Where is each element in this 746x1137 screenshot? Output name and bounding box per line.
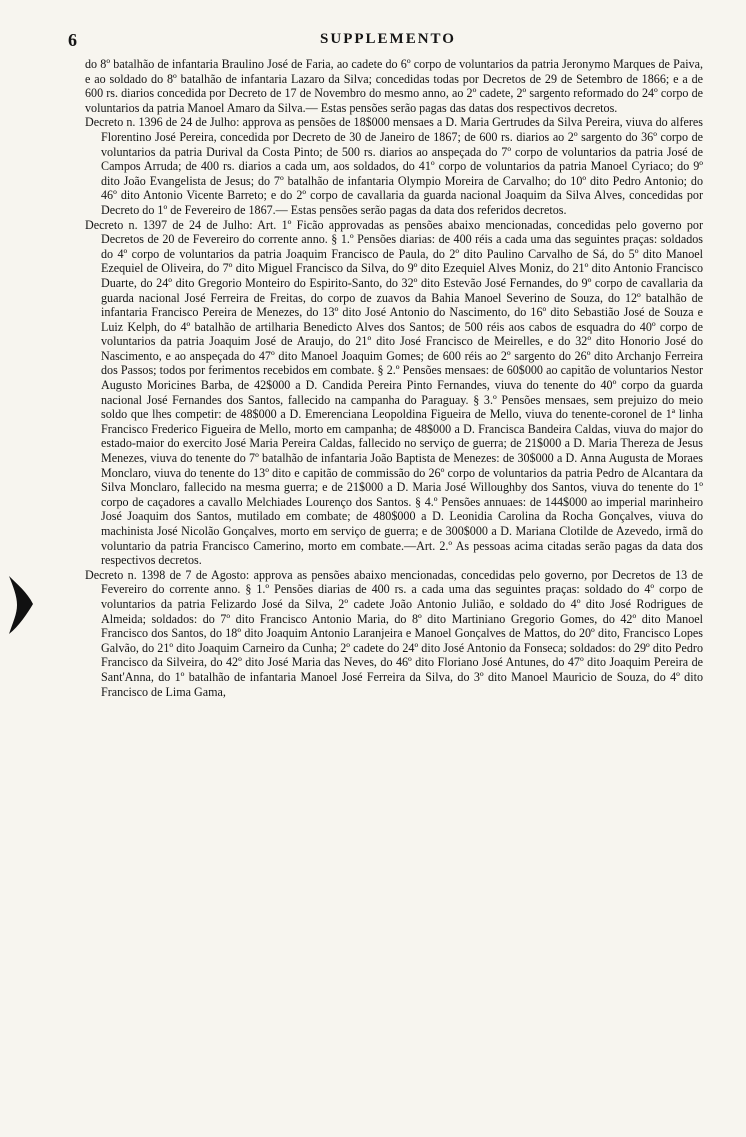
page-title: SUPPLEMENTO [320,31,456,47]
page-header [68,30,708,52]
page-number: 6 [68,30,77,50]
paragraph-decreto-1397: Decreto n. 1397 de 24 de Julho: Art. 1º Ficão approvadas as pensões abaixo mencionadas, concedidas pelo governo por Decretos de 20 de Fevereiro do corrente anno. § 1.º Pensões diarias: de 400 réis a cada uma das seguintes praças: soldados do 4º corpo de voluntarios da patria Joaquim Francisco de Paula, do 2º dito Paulino Carvalho de Sá, do 5º dito Manoel Ezequiel de Oliveira, do 7º dito Miguel Francisco da Silva, do 9º dito Ezequiel Alves Moniz, do 21º dito Antonio Francisco Duarte, do 24º dito Gregorio Monteiro do Espirito-Santo, do 32º dito Estevão José Fernandes, do 9º corpo de cavallaria da guarda nacional José Ferreira de Freitas, do corpo de zuavos da Bahia Manoel Severino de Souza, do 12º batalhão de infantaria Francisco Pereira de Menezes, do 13º dito José Antonio do Nascimento, do 16º dito Sebastião José de Souza e Luiz Kelph, do 4º batalhão de artilharia Benedicto Alves dos Santos; de 500 réis aos cabos de esquadra do 40º corpo de voluntarios da patria Joaquim José de Araujo, do 21º dito José Francisco de Meirelles, e do 32º dito Honorio José do Nascimento, e ao anspeçada do 47º dito Manoel Joaquim Gomes; de 600 réis ao 2º sargento do 26º dito Archanjo Ferreira dos Passos; todos por ferimentos recebidos em combate. § 2.º Pensões mensaes: de 60$000 ao capitão de voluntarios Nestor Augusto Moricines Barba, de 42$000 a D. Candida Pereira Pinto Fernandes, viuva do tenente do 40º corpo da guarda nacional José Fernandes dos Santos, fallecido na campanha do Paraguay. § 3.º Pensões mensaes, sem prejuizo do meio soldo que lhes competir: de 48$000 a D. Emerenciana Leopoldina Figueira de Mello, viuva do tenente-coronel de 1ª linha Francisco Frederico Figueira de Mello, morto em campanha; de 48$000 a D. Francisca Bandeira Caldas, viuva do major do estado-maior do exercito José Maria Pereira Caldas, fallecido no serviço de guerra; de 21$000 a D. Maria Thereza de Jesus Menezes, viuva do tenente do 7º batalhão de infantaria João Baptista de Menezes: de 30$000 a D. Anna Augusta de Moraes Monclaro, viuva do tenente do 13º dito e capitão de commissão do 26º corpo de voluntarios da patria Pedro de Alcantara da Silva Monclaro, fallecido na mesma guerra; e de 21$000 a D. Maria José Willoughby dos Santos, viuva do tenente do 1º corpo de caçadores a cavallo Melchiades Lourenço dos Santos. § 4.º Pensões annuaes: de 144$000 ao imperial marinheiro José Joaquim dos Santos, mutilado em combate; de 480$000 a D. Leonidia Carolina da Rocha Gonçalves, viuva do machinista José Nicolão Gonçalves, morto em serviço de guerra; e de 300$000 a D. Mariana Clotilde de Azevedo, irmã do voluntario da patria Francisco Camerino, morto em combate.—Art. 2.º As pessoas acima citadas serão pagas da data dos respectivos decretos. [85,217,703,568]
paragraph-decreto-1398: Decreto n. 1398 de 7 de Agosto: approva as pensões abaixo mencionadas, concedidas pelo governo, por Decretos de 13 de Fevereiro do corrente anno. § 1.º Pensões diarias de 400 rs. a cada uma das seguintes praças: soldado do 4º corpo de voluntarios da patria Felizardo José da Silva, 2º cadete João Antonio Julião, e soldado do 4º dito José Rodrigues de Almeida; soldados: do 7º dito Francisco Antonio Maria, do 8º dito Martiniano Gregorio Gomes, do 42º dito Manoel Francisco dos Santos, do 18º dito Joaquim Antonio Laranjeira e Manoel Gonçalves de Mattos, do 20º dito, Francisco Lopes Galvão, do 21º dito Joaquim Carneiro da Cunha; 2º cadete do 24º dito José Antonio da Fonseca; soldados: do 29º dito Pedro Francisco da Silveira, do 42º dito José Maria das Neves, do 46º dito Floriano José Antunes, do 47º dito Joaquim Pereira de Sant'Anna, do 1º batalhão de infantaria Manoel José Ferreira da Silva, do 3º dito Manoel Mauricio de Souza, do 4º dito Francisco de Lima Gama, [85,567,703,699]
paragraph-decreto-1396: Decreto n. 1396 de 24 de Julho: approva as pensões de 18$000 mensaes a D. Maria Gertrudes da Silva Pereira, viuva do alferes Florentino José Pereira, concedida por Decreto de 30 de Janeiro de 1867; de 600 rs. diarios ao 2º sargento do 36º corpo de voluntarios da patria Durival da Costa Pinto; de 500 rs. diarios ao anspeçada do 7º corpo de voluntarios da patria José de Campos Arruda; de 400 rs. diarios a cada um, aos soldados, do 41º corpo de voluntarios da patria Manoel Cyriaco; do 9º dito João Evangelista de Jesus; do 7º batalhão de infantaria Olympio Moreira de Carvalho; do 10º dito Pedro Antonio; do 46º dito Antonio Vicente Barreto; e do 2º corpo de cavallaria da guarda nacional Joaquim da Silva Alves, concedidas por Decreto do 1º de Fevereiro de 1867.— Estas pensões serão pagas da data dos referidos decretos. [85,115,703,217]
ink-blot-mark [3,574,37,636]
document-body [85,57,703,699]
paragraph-continuation: do 8º batalhão de infantaria Braulino José de Faria, ao cadete do 6º corpo de voluntarios da patria Jeronymo Marques de Paiva, e ao soldado do 8º batalhão de infantaria Lazaro da Silva; concedidas todas por Decretos de 29 de Setembro de 1866; e a de 600 rs. diarios concedida por Decreto de 17 de Novembro do mesmo anno, ao 2º cadete, 2º sargento reformado do 24º corpo de voluntarios da patria Manoel Amaro da Silva.— Estas pensões serão pagas das datas dos respectivos decretos. [85,57,703,115]
